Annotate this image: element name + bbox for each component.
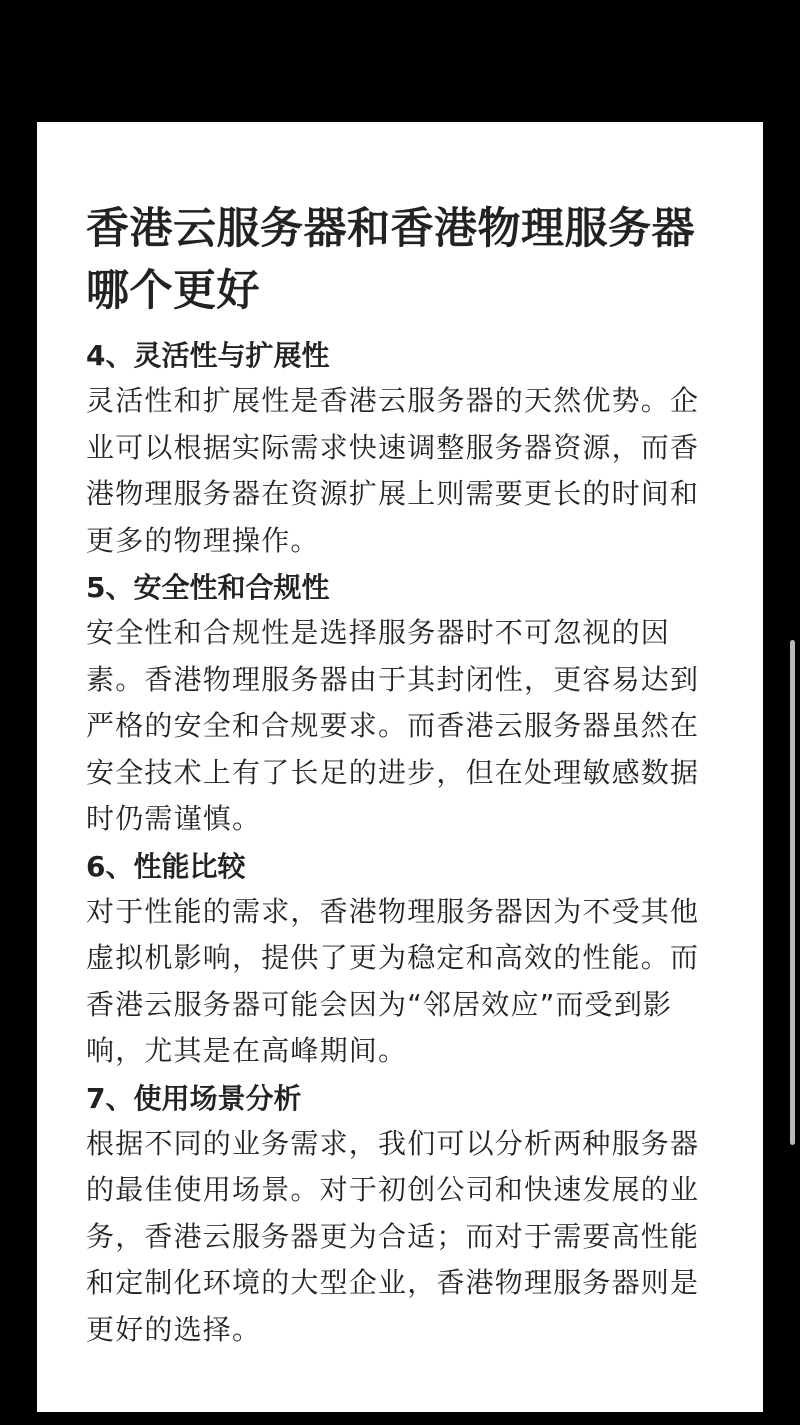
section-heading: 4、灵活性与扩展性 <box>86 339 330 372</box>
section-security <box>86 566 713 843</box>
section-body: 对于性能的需求，香港物理服务器因为不受其他虚拟机影响，提供了更为稳定和高效的性能。而香港云服务器可能会因为“邻居效应”而受到影响，尤其是在高峰期间。 <box>86 894 700 1067</box>
section-body: 安全性和合规性是选择服务器时不可忽视的因素。香港物理服务器由于其封闭性，更容易达到严格的安全和合规要求。而香港云服务器虽然在安全技术上有了长足的进步，但在处理敏感数据时仍需谨慎。 <box>86 616 700 835</box>
section-heading: 6、性能比较 <box>86 849 246 883</box>
article-card <box>37 122 763 1412</box>
scrollbar[interactable] <box>790 122 796 1412</box>
section-use-cases <box>86 1077 713 1354</box>
article-title: 香港云服务器和香港物理服务器哪个更好 <box>86 204 695 316</box>
section-body: 根据不同的业务需求，我们可以分析两种服务器的最佳使用场景。对于初创公司和快速发展的业务，香港云服务器更为合适；而对于需要高性能和定制化环境的大型企业，香港物理服务器则是更好的选择。 <box>86 1126 700 1346</box>
section-heading: 5、安全性和合规性 <box>86 571 330 604</box>
section-heading: 7、使用场景分析 <box>86 1081 302 1115</box>
section-flexibility <box>86 334 713 564</box>
section-performance <box>86 845 713 1075</box>
section-body: 灵活性和扩展性是香港云服务器的天然优势。企业可以根据实际需求快速调整服务器资源，而香港物理服务器在资源扩展上则需要更长的时间和更多的物理操作。 <box>86 384 700 557</box>
scrollbar-thumb[interactable] <box>790 640 795 1145</box>
